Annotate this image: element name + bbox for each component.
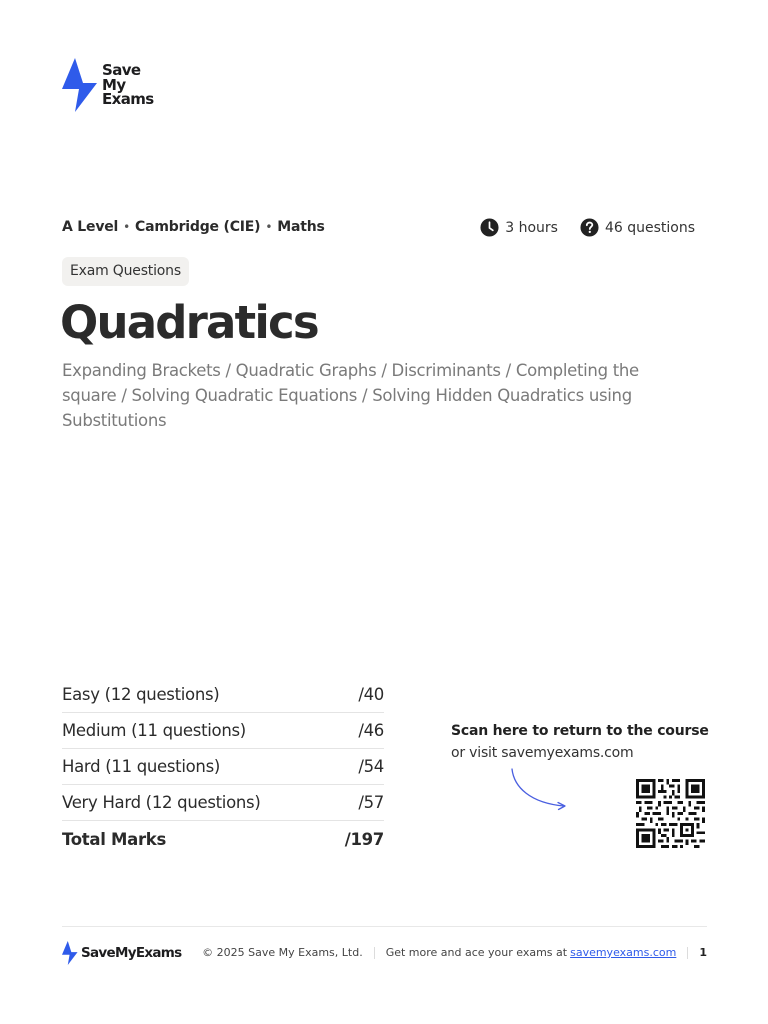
scan-subtitle: or visit savemyexams.com — [451, 745, 634, 761]
marks-row-value: /57 — [358, 793, 384, 812]
meta-row — [62, 218, 695, 238]
breadcrumb-subject: Maths — [277, 219, 325, 235]
marks-row-label: Very Hard (12 questions) — [62, 793, 261, 812]
total-marks-value: /197 — [344, 829, 384, 849]
marks-row-label: Medium (11 questions) — [62, 721, 246, 740]
footer-logo[interactable] — [62, 941, 181, 965]
marks-row-value: /40 — [358, 685, 384, 704]
lightning-bolt-icon — [62, 58, 98, 112]
marks-row-label: Hard (11 questions) — [62, 757, 221, 776]
footer-brand-name: SaveMyExams — [81, 945, 182, 961]
breadcrumb-separator: • — [265, 220, 273, 234]
qr-code[interactable] — [634, 779, 707, 848]
scan-title: Scan here to return to the course — [451, 723, 709, 739]
breadcrumb-board: Cambridge (CIE) — [135, 219, 261, 235]
clock-icon — [480, 218, 499, 237]
marks-row-very-hard — [62, 785, 384, 821]
marks-row-value: /46 — [358, 721, 384, 740]
marks-row-easy — [62, 677, 384, 713]
marks-row-medium — [62, 713, 384, 749]
logo-line-save: Save — [102, 61, 141, 79]
logo-wordmark — [102, 63, 154, 107]
questions-stat — [580, 218, 695, 237]
breadcrumb-level: A Level — [62, 219, 119, 235]
footer-cta: Get more and ace your exams at — [385, 946, 568, 959]
duration-stat — [480, 218, 558, 237]
marks-table — [62, 677, 384, 857]
lightning-bolt-icon — [62, 941, 78, 965]
total-marks-label: Total Marks — [62, 829, 167, 849]
footer-info — [202, 946, 707, 959]
page-number: 1 — [699, 946, 707, 959]
footer-divider — [62, 926, 707, 927]
exam-questions-chip: Exam Questions — [62, 257, 189, 286]
breadcrumb-separator: • — [123, 220, 131, 234]
marks-row-hard — [62, 749, 384, 785]
curved-arrow-icon — [506, 765, 572, 813]
copyright-text: © 2025 Save My Exams, Ltd. — [202, 946, 363, 959]
duration-text: 3 hours — [505, 219, 558, 236]
topic-list: Expanding Brackets / Quadratic Graphs / Discriminants / Completing the square / Solving Quadratic Equations / Solving Hidden Quadratics using Substitutions — [62, 361, 639, 430]
breadcrumb — [62, 219, 325, 235]
marks-row-label: Easy (12 questions) — [62, 685, 220, 704]
footer-separator — [687, 947, 688, 959]
marks-row-value: /54 — [358, 757, 384, 776]
questions-text: 46 questions — [604, 219, 695, 236]
logo-line-exams: Exams — [102, 90, 154, 108]
page-title: Quadratics — [60, 296, 318, 349]
footer-separator — [374, 947, 375, 959]
exam-stats — [480, 218, 695, 237]
savemyexams-link[interactable]: savemyexams.com — [570, 946, 677, 959]
question-circle-icon — [580, 218, 599, 237]
logo-line-my: My — [102, 75, 126, 94]
marks-row-total — [62, 821, 384, 857]
save-my-exams-logo[interactable] — [62, 58, 154, 112]
